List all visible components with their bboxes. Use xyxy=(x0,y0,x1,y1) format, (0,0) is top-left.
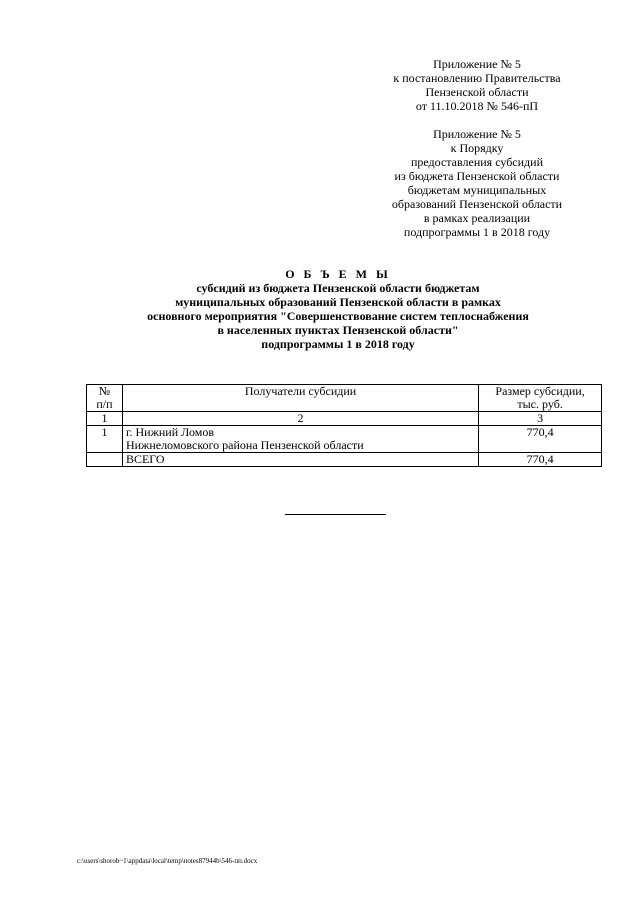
heading-line: в населенных пунктах Пензенской области" xyxy=(217,323,459,337)
table-row xyxy=(87,426,602,453)
appendix-line: от 11.10.2018 № 546-пП xyxy=(415,99,539,113)
header-number: № п/п xyxy=(87,385,123,412)
column-number-cell: 2 xyxy=(122,412,478,426)
subsidy-table xyxy=(86,384,602,467)
total-number-empty xyxy=(87,453,123,467)
appendix-line: Пензенской области xyxy=(425,85,529,99)
document-heading xyxy=(90,267,586,351)
footer-file-path: c:\users\shorob~1\appdata\local\temp\notes87944b\546-пп.docx xyxy=(77,857,258,865)
appendix-line: к постановлению Правительства xyxy=(393,71,561,85)
appendix-line: образований Пензенской области xyxy=(391,197,563,211)
appendix-line: в рамках реализации xyxy=(423,211,531,225)
appendix-government-decree xyxy=(360,57,594,113)
appendix-line: из бюджета Пензенской области xyxy=(394,169,560,183)
column-number-cell: 3 xyxy=(479,412,602,426)
table-header-row xyxy=(87,385,602,412)
heading-line: субсидий из бюджета Пензенской области бюджетам xyxy=(196,281,480,295)
appendix-line: к Порядку xyxy=(450,141,504,155)
document-title: О Б Ъ Е М Ы xyxy=(285,267,391,281)
heading-line: основного мероприятия "Совершенствование систем теплоснабжения xyxy=(147,309,529,323)
appendix-order xyxy=(360,127,594,239)
total-amount: 770,4 xyxy=(479,453,602,467)
appendix-line: бюджетам муниципальных xyxy=(407,183,547,197)
closing-divider xyxy=(285,514,386,515)
total-label: ВСЕГО xyxy=(122,453,478,467)
appendix-line: предоставления субсидий xyxy=(410,155,544,169)
appendix-line: подпрограммы 1 в 2018 году xyxy=(403,225,551,239)
appendix-line: Приложение № 5 xyxy=(433,57,521,71)
header-amount: Размер субсидии, тыс. руб. xyxy=(479,385,602,412)
table-total-row xyxy=(87,453,602,467)
row-number: 1 xyxy=(87,426,123,453)
row-recipient: г. Нижний Ломов Нижнеломовского района Пензенской области xyxy=(122,426,478,453)
heading-line: муниципальных образований Пензенской области в рамках xyxy=(175,295,501,309)
row-amount: 770,4 xyxy=(479,426,602,453)
table-column-number-row xyxy=(87,412,602,426)
heading-line: подпрограммы 1 в 2018 году xyxy=(261,337,415,351)
header-recipient: Получатели субсидии xyxy=(122,385,478,412)
column-number-cell: 1 xyxy=(87,412,123,426)
appendix-line: Приложение № 5 xyxy=(433,127,521,141)
